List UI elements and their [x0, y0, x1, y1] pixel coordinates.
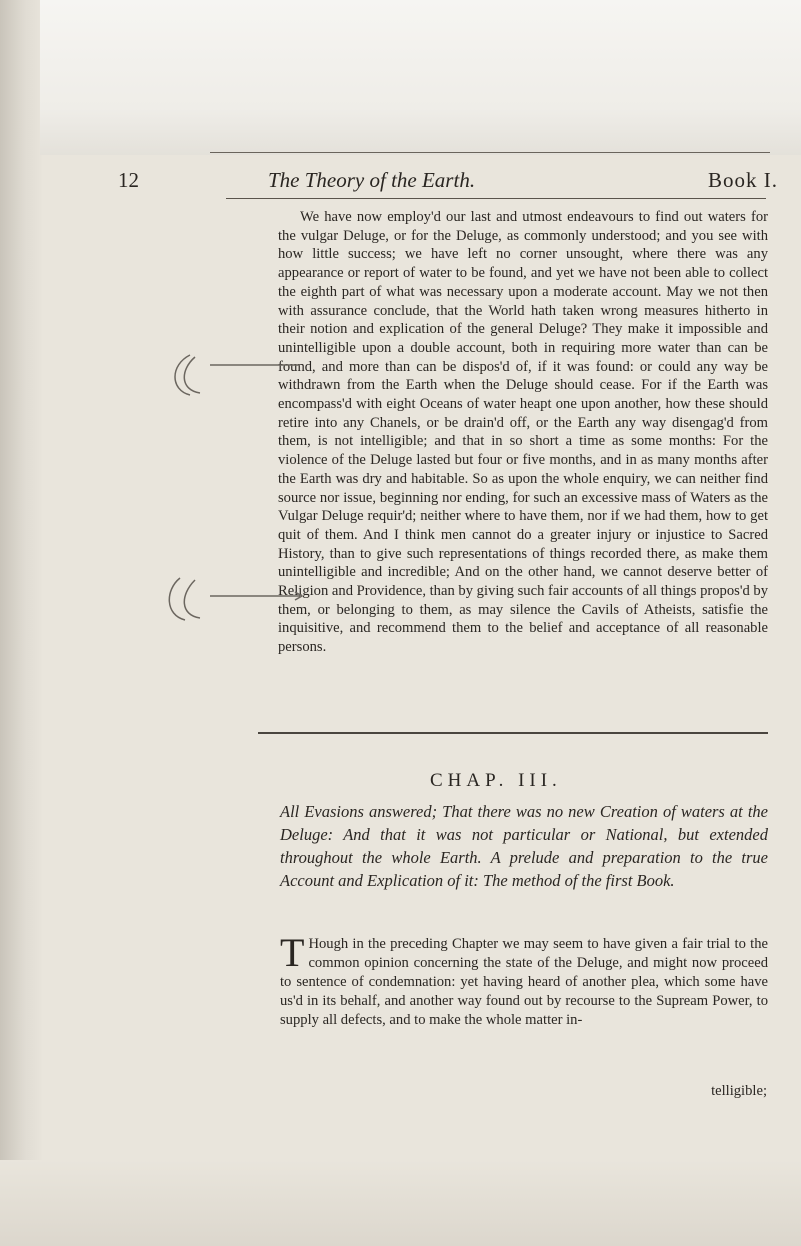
catchword: telligible;	[711, 1083, 767, 1099]
running-title: The Theory of the Earth.	[268, 168, 476, 192]
page-top-rule	[210, 152, 770, 153]
page-number: 12	[118, 168, 139, 192]
page-bottom-margin	[0, 1160, 801, 1246]
section-divider	[258, 732, 768, 734]
chapter-heading: CHAP. III.	[430, 770, 562, 791]
facing-page-edge	[40, 0, 801, 155]
marginal-hand-drawn-mark-icon	[150, 345, 310, 405]
drop-cap: T	[280, 930, 305, 975]
body-paragraph: We have now employ'd our last and utmost endeavours to find out waters for the vulgar Deluge, or for the Deluge, as commonly understood; and you see with how little success; we have left no corner unsought, where there was any appearance or report of water to be found, and yet we have not been able to collect the eighth part of what was necessary upon a moderate account. May we not then with assurance conclude, that the World hath taken wrong measures hitherto in their notion and explication of the general Deluge? They make it impossible and unintelligible upon a double account, both in requiring more water than can be found, and more than can be dispos'd of, if it was found: or could any way be withdrawn from the Earth when the Deluge should cease. For if the Earth was encompass'd with eight Oceans of water heapt one upon another, how these should retire into any Chanels, or be drain'd off, or the Earth any way disengag'd from them, is not intelligible; and that in so short a time as some months: For the violence of the Deluge lasted but four or five months, and in as many months after the Earth was dry and habitable. So as upon the whole enquiry, we can neither find source nor issue, beginning nor ending, for such an excessive mass of Waters as the Vulgar Deluge requir'd; neither where to have them, nor if we had them, how to get quit of them. And I think men cannot do a greater injury or injustice to Sacred History, than to give such representations of things recorded there, as make them unintelligible and incredible; And on the other hand, we cannot deserve better of Religion and Providence, than by giving such fair accounts of all things propos'd by them, or belonging to them, as may silence the Cavils of Atheists, satisfie the inquisitive, and recommend them to the belief and acceptance of all reasonable persons.	[278, 209, 768, 656]
body-paragraph-block	[278, 208, 768, 657]
page-header	[118, 168, 778, 198]
chapter-opening-text: Hough in the preceding Chapter we may seem to have given a fair trial to the common opinion concerning the state of the Deluge, and might now proceed to sentence of condemnation: yet having heard of another plea, which some have us'd in its behalf, and another way found out by recourse to the Supream Power, to supply all defects, and to make the whole matter in-	[280, 936, 768, 1028]
chapter-summary: All Evasions answered; That there was no new Creation of waters at the Deluge: And that it was not particular or National, but extended throughout the whole Earth. A prelude and preparation to the true Account and Explication of it: The method of the first Book.	[280, 802, 768, 890]
marginal-pointing-mark-icon	[150, 570, 310, 630]
book-label: Book I.	[708, 168, 778, 192]
book-gutter-shadow	[0, 0, 42, 1246]
chapter-opening-paragraph	[280, 930, 768, 1030]
header-rule	[226, 198, 766, 199]
